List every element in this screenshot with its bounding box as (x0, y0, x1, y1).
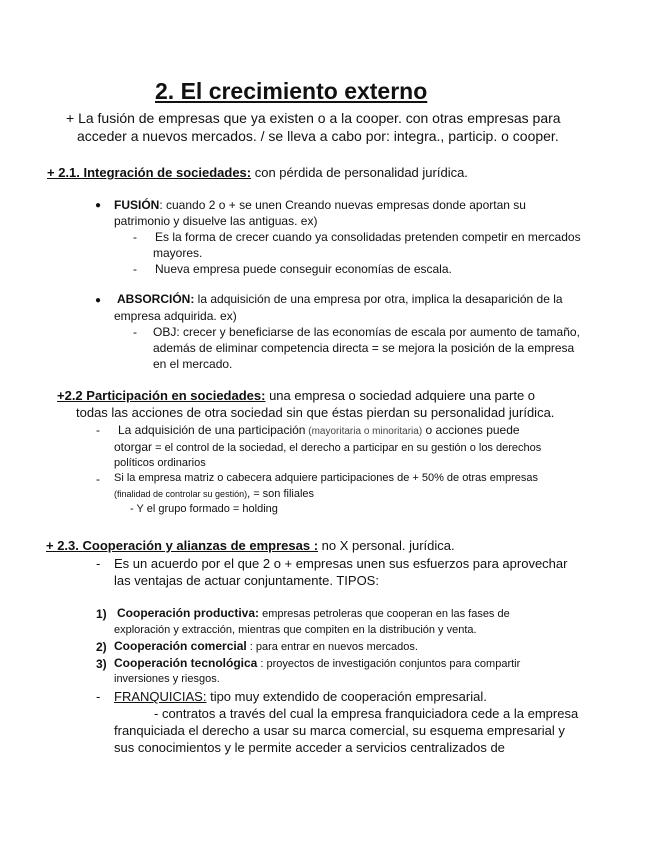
absorcion-line-2: empresa adquirida. ex) (114, 309, 237, 323)
franquicias-text: tipo muy extendido de cooperación empresarial. (206, 689, 487, 704)
dash-icon: - (96, 689, 101, 704)
intro-line-2: acceder a nuevos mercados. / se lleva a cabo por: integra., particip. o cooper. (77, 128, 559, 144)
type-3-line-1 (114, 656, 520, 670)
type-3-label: Cooperación tecnológica (114, 656, 258, 670)
dash-icon: - (96, 556, 101, 571)
absorcion-sub1-line-3: en el mercado. (153, 357, 233, 371)
item1-line2-a: otorgar (114, 440, 153, 454)
type-3-number: 3) (96, 657, 107, 671)
fusion-line-1 (114, 198, 526, 212)
participacion-item-1-line-3: políticos ordinarios (114, 457, 206, 469)
absorcion-sub1-line-1: OBJ: crecer y beneficiarse de las economías de escala por aumento de tamaño, (153, 325, 580, 339)
type-3-text: : proyectos de investigación conjuntos para compartir (257, 658, 521, 670)
item2-tail: , = son filiales (247, 488, 315, 500)
bullet-icon: ● (95, 200, 102, 211)
bullet-icon: ● (95, 295, 102, 306)
franquicias-label: FRANQUICIAS: (114, 689, 207, 704)
participacion-item-2-line-2 (114, 488, 314, 500)
franquicias-line-1 (114, 689, 487, 704)
fusion-line-2: patrimonio y disuelve las antiguas. ex) (114, 214, 318, 228)
type-1-line-2: exploración y extracción, mientras que compiten en la distribución y venta. (114, 624, 477, 636)
section-2-1-heading (47, 165, 468, 180)
type-2-text: : para entrar en nuevos mercados. (246, 641, 418, 653)
fusion-text: : cuando 2 o + se unen Creando nuevas empresas donde aportan su (159, 198, 526, 212)
absorcion-line-1 (117, 292, 563, 306)
dash-icon: - (133, 262, 137, 276)
item2-small: (finalidad de controlar su gestión) (114, 489, 248, 499)
item1-line2-b: = el control de la sociedad, el derecho a participar en su gestión o los derechos (152, 442, 542, 454)
fusion-sub1-line-2: mayores. (153, 246, 203, 260)
section-2-1-title: + 2.1. Integración de sociedades: (47, 165, 252, 180)
type-1-text: empresas petroleras que cooperan en las fases de (259, 608, 510, 620)
absorcion-text: la adquisición de una empresa por otra, implica la desaparición de la (194, 292, 563, 306)
type-2-number: 2) (96, 640, 107, 654)
type-2-label: Cooperación comercial (114, 639, 247, 653)
type-2-line-1 (114, 639, 418, 653)
absorcion-sub1-line-2: además de eliminar competencia directa = se mejora la posición de la empresa (153, 341, 575, 355)
section-2-2-line-2: todas las acciones de otra sociedad sin que éstas pierdan su personalidad jurídica. (76, 405, 555, 420)
dash-icon: - (133, 325, 137, 339)
participacion-item-2-line-1: Si la empresa matriz o cabecera adquiere participaciones de + 50% de otras empresas (114, 472, 539, 484)
fusion-label: FUSIÓN (114, 198, 160, 212)
dash-icon: - (133, 230, 137, 244)
participacion-item-1-line-2 (114, 440, 541, 454)
section-2-2-title: +2.2 Participación en sociedades: (57, 388, 266, 403)
intro-line-1: + La fusión de empresas que ya existen o a la cooper. con otras empresas para (66, 110, 561, 126)
participacion-item-2-line-3: - Y el grupo formado = holding (130, 503, 278, 515)
section-2-3-tail: no X personal. jurídica. (318, 538, 455, 553)
item1-small: (mayoritaria o minoritaria) (305, 426, 423, 437)
type-1-line-1 (117, 606, 510, 620)
section-2-2-tail: una empresa o sociedad adquiere una parte o (265, 388, 536, 403)
type-3-line-2: inversiones y riesgos. (114, 673, 220, 685)
item1-text-b: o acciones puede (422, 423, 520, 437)
dash-icon: - (96, 472, 100, 486)
fusion-sub2: Nueva empresa puede conseguir economías de escala. (155, 262, 452, 276)
section-2-3-title: + 2.3. Cooperación y alianzas de empresas : (46, 538, 319, 553)
franquicias-line-4: sus conocimientos y le permite acceder a servicios centralizados de (114, 740, 505, 755)
franquicias-line-2: - contratos a través del cual la empresa franquiciadora cede a la empresa (154, 706, 579, 721)
page-title: 2. El crecimiento externo (155, 78, 428, 104)
cooperacion-intro-line-1: Es un acuerdo por el que 2 o + empresas unen sus esfuerzos para aprovechar (114, 556, 568, 571)
participacion-item-1 (118, 423, 520, 437)
dash-icon: - (96, 423, 100, 437)
section-2-2-heading (44, 388, 535, 403)
franquicias-line-3: franquiciada el derecho a usar su marca comercial, su esquema empresarial y (114, 723, 565, 738)
item1-text-a: La adquisición de una participación (118, 423, 306, 437)
type-1-label: Cooperación productiva: (117, 606, 260, 620)
fusion-sub1-line-1: Es la forma de crecer cuando ya consolidadas pretenden competir en mercados (155, 230, 581, 244)
section-2-1-tail: con pérdida de personalidad jurídica. (251, 165, 468, 180)
type-1-number: 1) (96, 607, 107, 621)
section-2-3-heading (46, 538, 455, 553)
cooperacion-intro-line-2: las ventajas de actuar conjuntamente. TIPOS: (114, 573, 379, 588)
absorcion-label: ABSORCIÓN: (117, 292, 195, 306)
